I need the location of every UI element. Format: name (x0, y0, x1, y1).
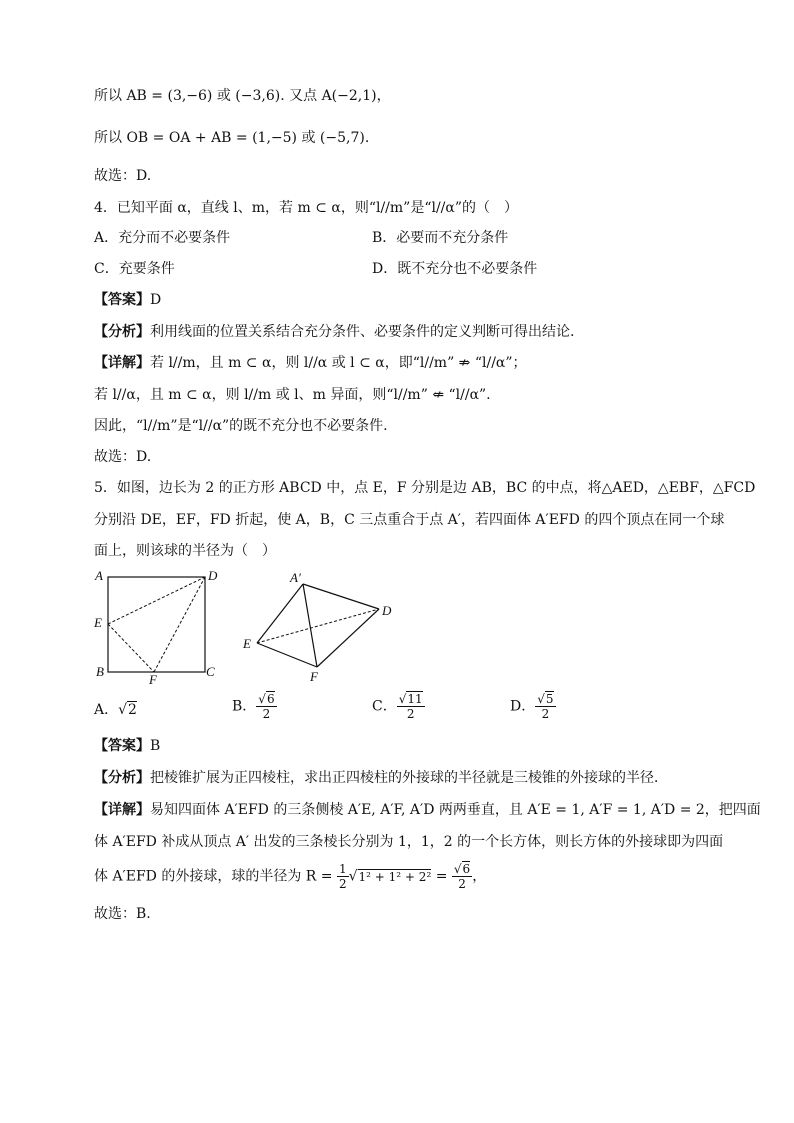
sqrt-sign: √ (348, 868, 358, 885)
label-f: F (310, 669, 318, 684)
edge-ae (257, 584, 303, 643)
q5-stem-1: 5．如图，边长为 2 的正方形 ABCD 中，点 E，F 分别是边 AB，BC 的中点，将△AED，△EBF，△FCD (94, 480, 756, 496)
detail-label: 【详解】 (94, 802, 150, 818)
half-fraction (337, 862, 349, 891)
q4-detail-1 (94, 353, 527, 373)
q5-choice: 故选：B. (94, 906, 151, 922)
fold-line-ef (108, 624, 154, 672)
option-letter: A． (94, 702, 119, 718)
analysis-text: 利用线面的位置关系结合充分条件、必要条件的定义判断可得出结论. (150, 324, 575, 340)
q4-detail-2: 若 l//α，且 m ⊂ α，则 l//m 或 l、m 异面，则“l//m” ⇍ “l//α”. (94, 387, 491, 403)
option-radicand: 5 (545, 692, 554, 706)
q5-option-a (94, 700, 137, 720)
result-denominator: 2 (458, 877, 466, 891)
q4-option-a: A．充分而不必要条件 (94, 230, 231, 246)
label-d: D (382, 603, 392, 618)
option-fraction: $\frac{√11}{2}$ (398, 692, 423, 721)
edge-af (303, 584, 317, 667)
square-outline (108, 577, 205, 672)
q3-line-2: 所以 OB = OA + AB = (1,−5) 或 (−5,7). (94, 130, 370, 146)
label-d: D (208, 568, 218, 583)
detail-3-end: ， (472, 868, 487, 885)
q5-analysis (94, 768, 668, 788)
label-a-prime: A′ (290, 570, 301, 585)
option-letter: D． (510, 698, 536, 715)
label-a: A (95, 568, 103, 583)
detail-3-text: 体 A′EFD 的外接球，球的半径为 R = (94, 868, 333, 885)
option-radicand: 11 (407, 692, 423, 706)
label-e: E (243, 636, 251, 651)
detail-text: 易知四面体 A′EFD 的三条侧棱 A′E, A′F, A′D 两两垂直，且 A′E = 1, A′F = 1, A′D = 2，把四面 (150, 802, 761, 818)
q4-detail-3: 因此，“l//m”是“l//α”的既不充分也不必要条件. (94, 418, 388, 434)
answer-value: D (150, 292, 162, 308)
half-denominator: 2 (338, 877, 347, 891)
label-b: B (96, 664, 104, 679)
q5-detail-2: 体 A′EFD 补成从顶点 A′ 出发的三条棱长分别为 1，1，2 的一个长方体，则长方体的外接球即为四面 (94, 834, 724, 850)
fold-line-ed (108, 577, 205, 624)
option-letter: B． (232, 698, 257, 715)
q4-choice: 故选：D. (94, 449, 152, 465)
detail-text: 若 l//m，且 m ⊂ α，则 l//α 或 l ⊂ α，即“l//m” ⇏ “l//α”； (150, 355, 527, 371)
q5-stem-2: 分别沿 DE，EF，FD 折起，使 A，B，C 三点重合于点 A′，若四面体 A′EFD 的四个顶点在同一个球 (94, 512, 725, 528)
option-denominator: 2 (406, 707, 415, 721)
tetrahedron-figure (238, 568, 408, 686)
q4-option-d: D．既不充分也不必要条件 (372, 261, 538, 277)
result-radicand: 6 (462, 862, 471, 876)
q3-choice: 故选：D. (94, 168, 152, 184)
q4-answer (94, 290, 161, 310)
q4-analysis (94, 322, 574, 342)
q5-answer (94, 736, 160, 756)
q4-stem: 4．已知平面 α，直线 l、m，若 m ⊂ α，则“l//m”是“l//α”的（ ） (94, 200, 519, 216)
option-denominator: 2 (262, 707, 271, 721)
radicand: 1² + 1² + 2² (358, 869, 432, 884)
detail-label: 【详解】 (94, 355, 150, 371)
q3-line-1: 所以 AB = (3,−6) 或 (−3,6). 又点 A(−2,1)， (94, 88, 391, 104)
analysis-label: 【分析】 (94, 770, 150, 786)
q5-option-c (372, 692, 425, 721)
edge-ef (257, 643, 317, 667)
square-figure (90, 566, 230, 686)
q5-detail-3 (94, 862, 486, 891)
q5-stem-3: 面上，则该球的半径为（ ） (94, 543, 276, 559)
analysis-label: 【分析】 (94, 324, 150, 340)
sqrt-sign: √ (118, 702, 128, 718)
option-denominator: 2 (541, 707, 550, 721)
option-radicand: 6 (266, 692, 275, 706)
answer-value: B (150, 738, 161, 754)
equals-sign: = (435, 868, 448, 885)
q5-detail-1 (94, 800, 761, 820)
option-fraction: $\frac{√5}{2}$ (537, 692, 554, 721)
edge-fd (317, 609, 379, 667)
option-letter: C． (372, 698, 397, 715)
q5-option-d (510, 692, 556, 721)
answer-label: 【答案】 (94, 738, 150, 754)
option-fraction: $\frac{√6}{2}$ (258, 692, 275, 721)
edge-ad (303, 584, 379, 609)
option-value: 2 (128, 702, 137, 718)
q4-option-b: B．必要而不充分条件 (372, 230, 509, 246)
fold-line-fd (154, 577, 205, 672)
label-c: C (206, 664, 215, 679)
half-numerator: 1 (338, 862, 347, 876)
label-f: F (149, 672, 157, 686)
result-fraction: $\frac{√6}{2}$ (453, 862, 471, 891)
analysis-text: 把棱锥扩展为正四棱柱，求出正四棱柱的外接球的半径就是三棱锥的外接球的半径． (150, 770, 668, 786)
q5-option-b (232, 692, 277, 721)
q4-option-c: C．充要条件 (94, 261, 175, 277)
label-e: E (94, 615, 102, 630)
answer-label: 【答案】 (94, 292, 150, 308)
